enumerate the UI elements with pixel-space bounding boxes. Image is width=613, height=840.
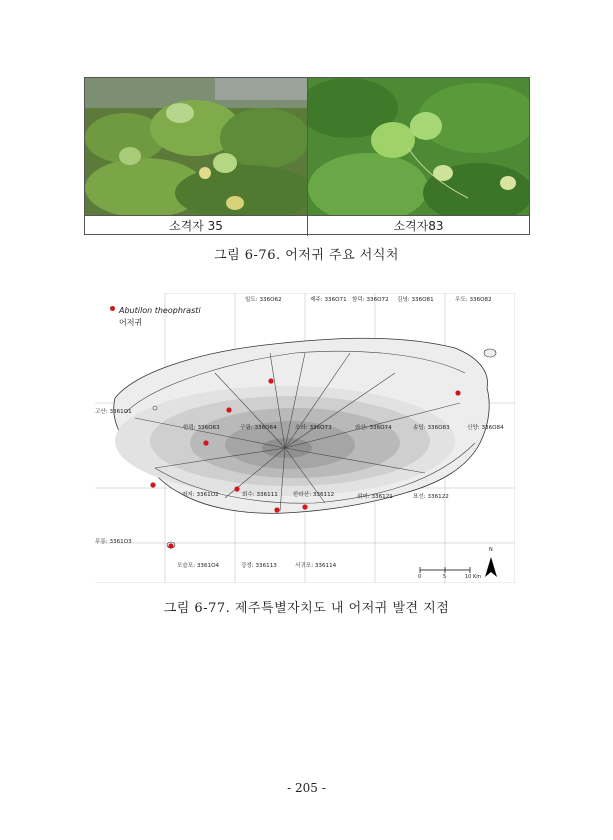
grid-label: 김녕: 336O81 — [397, 297, 434, 303]
grid-label: 우도: 336O82 — [455, 297, 492, 303]
grid-label: 회수: 336111 — [242, 492, 278, 498]
scale-tick-label: 10 Km — [465, 574, 482, 580]
occurrence-dot-icon — [110, 306, 115, 311]
north-arrow-label: N — [489, 547, 493, 553]
grid-label: 서귀포: 336114 — [295, 563, 337, 569]
grid-label: 신양: 336O84 — [467, 425, 504, 431]
jeju-map — [95, 293, 515, 583]
legend-species: Abutilon theophrasti — [119, 306, 201, 315]
grid-label: 제주: 336O71 — [310, 297, 347, 303]
grid-label: 한라산: 336112 — [293, 492, 335, 498]
photo-caption-row — [85, 215, 529, 236]
grid-label: 구림: 336O64 — [240, 425, 277, 431]
photo-table — [84, 77, 530, 235]
grid-label: 한림: 336O63 — [183, 425, 220, 431]
grid-label: 고산: 3361O1 — [95, 409, 132, 415]
grid-label: 저지: 3361O2 — [182, 492, 219, 498]
grid-label: 위미: 336121 — [357, 494, 393, 500]
grid-label: 일도: 336O62 — [245, 297, 282, 303]
photo-caption-left: 소격자 35 — [85, 216, 308, 236]
habitat-photo-left — [85, 78, 308, 215]
grid-label: 모슬포: 3361O4 — [177, 563, 220, 569]
figure-caption-6-77: 그림 6-77. 제주특별자치도 내 어저귀 발견 지점 — [163, 601, 450, 616]
photo-caption-right: 소격자83 — [393, 219, 444, 233]
habitat-photo-right — [308, 78, 529, 215]
grid-label: 와산: 336O74 — [355, 425, 392, 431]
grid-label: 함덕: 336O72 — [352, 297, 389, 303]
grid-label: 오라: 336O73 — [295, 425, 332, 431]
page-number: - 205 - — [287, 781, 326, 795]
scale-tick-label: 5 — [443, 574, 447, 580]
grid-label: 강정: 336113 — [241, 563, 277, 569]
scale-tick-label: 0 — [418, 574, 422, 580]
grid-label: 표선: 336122 — [413, 494, 449, 500]
legend-korean-name: 어저귀 — [119, 318, 143, 327]
grid-label: 무릉: 3361O3 — [95, 539, 132, 545]
map-legend — [110, 298, 201, 328]
grid-label: 송당: 336O83 — [413, 425, 450, 431]
figure-caption-6-76: 그림 6-76. 어저귀 주요 서식처 — [214, 248, 399, 263]
